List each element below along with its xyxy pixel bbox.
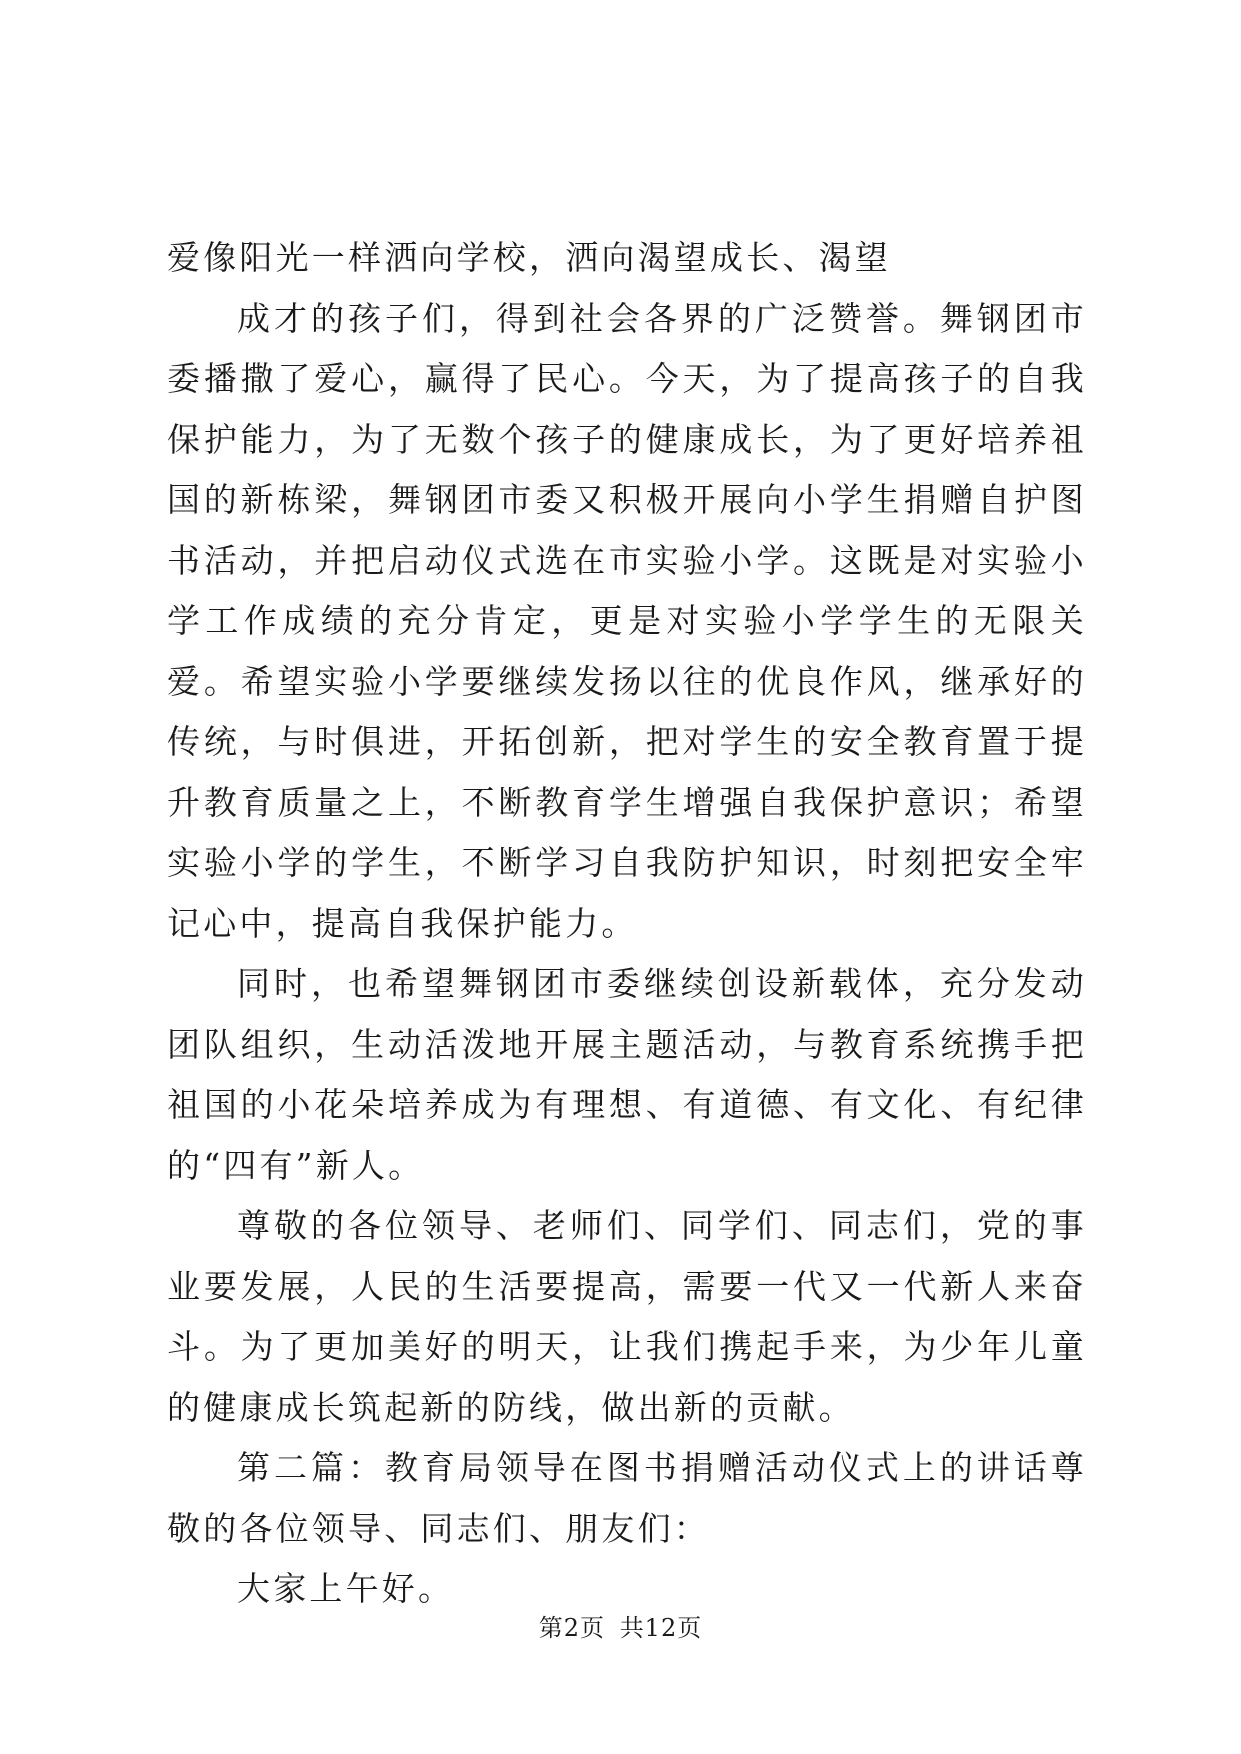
- paragraph-1: 爱像阳光一样洒向学校，洒向渴望成长、渴望: [167, 238, 891, 277]
- document-body: [167, 228, 1087, 1620]
- page-footer: [0, 1608, 1241, 1643]
- paragraph-3: 同时，也希望舞钢团市委继续创设新载体，充分发动团队组织，生动活泼地开展主题活动，与教育系统携手把祖国的小花朵培养成为有理想、有道德、有文化、有纪律的“四有”新人。: [167, 964, 1087, 1185]
- paragraph-6: 大家上午好。: [237, 1569, 455, 1608]
- current-page-number: 第2页: [538, 1614, 606, 1642]
- paragraph-4: 尊敬的各位领导、老师们、同学们、同志们，党的事业要发展，人民的生活要提高，需要一代又一代新人来奋斗。为了更加美好的明天，让我们携起手来，为少年儿童的健康成长筑起新的防线，做出新的贡献。: [167, 1206, 1087, 1427]
- total-page-count: 共12页: [619, 1614, 703, 1642]
- paragraph-2: 成才的孩子们，得到社会各界的广泛赞誉。舞钢团市委播撒了爱心，赢得了民心。今天，为了提高孩子的自我保护能力，为了无数个孩子的健康成长，为了更好培养祖国的新栋梁，舞钢团市委又积极开展向小学生捐赠自护图书活动，并把启动仪式选在市实验小学。这既是对实验小学工作成绩的充分肯定，更是对实验小学学生的无限关爱。希望实验小学要继续发扬以往的优良作风，继承好的传统，与时俱进，开拓创新，把对学生的安全教育置于提升教育质量之上，不断教育学生增强自我保护意识；希望实验小学的学生，不断学习自我防护知识，时刻把安全牢记心中，提高自我保护能力。: [167, 298, 1087, 943]
- paragraph-5: 第二篇：教育局领导在图书捐赠活动仪式上的讲话尊敬的各位领导、同志们、朋友们：: [167, 1448, 1087, 1548]
